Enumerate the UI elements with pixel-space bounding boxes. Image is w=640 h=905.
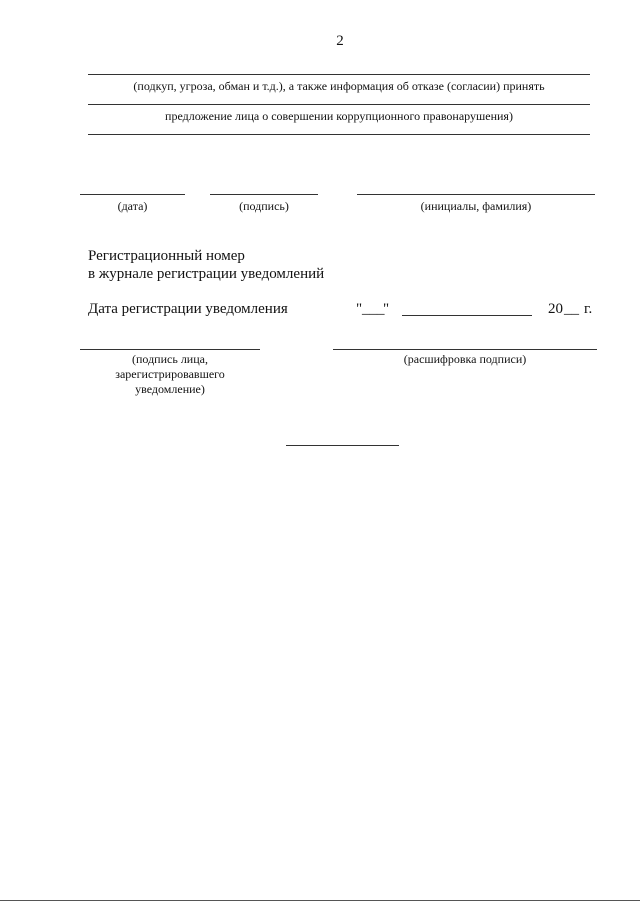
decoding-label: (расшифровка подписи) <box>403 352 527 366</box>
signature-label: (подпись) <box>239 199 289 213</box>
day-quote-close: " <box>383 301 390 317</box>
fill-line-3 <box>88 134 590 135</box>
registration-number-label: Регистрационный номер <box>88 248 245 264</box>
year-prefix: 20 <box>548 301 563 317</box>
registrar-signature-label-2: зарегистрировавшего <box>115 367 225 381</box>
date-label: (дата) <box>117 199 148 213</box>
month-line <box>402 315 532 316</box>
signature-line <box>210 194 318 195</box>
registrar-signature-label-1: (подпись лица, <box>132 352 208 366</box>
year-suffix: г. <box>584 301 593 317</box>
name-line <box>357 194 595 195</box>
fill-line-1 <box>88 74 590 75</box>
registrar-signature-label-3: уведомление) <box>135 382 205 396</box>
decoding-line <box>333 349 597 350</box>
page-bottom-edge <box>0 900 640 901</box>
registration-journal-label: в журнале регистрации уведомлений <box>88 266 325 282</box>
caption-line-2: предложение лица о совершении коррупционного правонарушения) <box>165 109 513 123</box>
fill-line-2 <box>88 104 590 105</box>
date-line <box>80 194 185 195</box>
day-quote-open: " <box>356 301 363 317</box>
day-blank: ___ <box>362 301 385 317</box>
end-separator <box>286 445 399 446</box>
name-label: (инициалы, фамилия) <box>420 199 532 213</box>
page-number: 2 <box>336 33 344 49</box>
year-blank: __ <box>564 301 579 317</box>
registration-date-label: Дата регистрации уведомления <box>88 301 288 317</box>
caption-line-1: (подкуп, угроза, обман и т.д.), а также информация об отказе (согласии) принять <box>133 79 545 93</box>
registrar-signature-line <box>80 349 260 350</box>
